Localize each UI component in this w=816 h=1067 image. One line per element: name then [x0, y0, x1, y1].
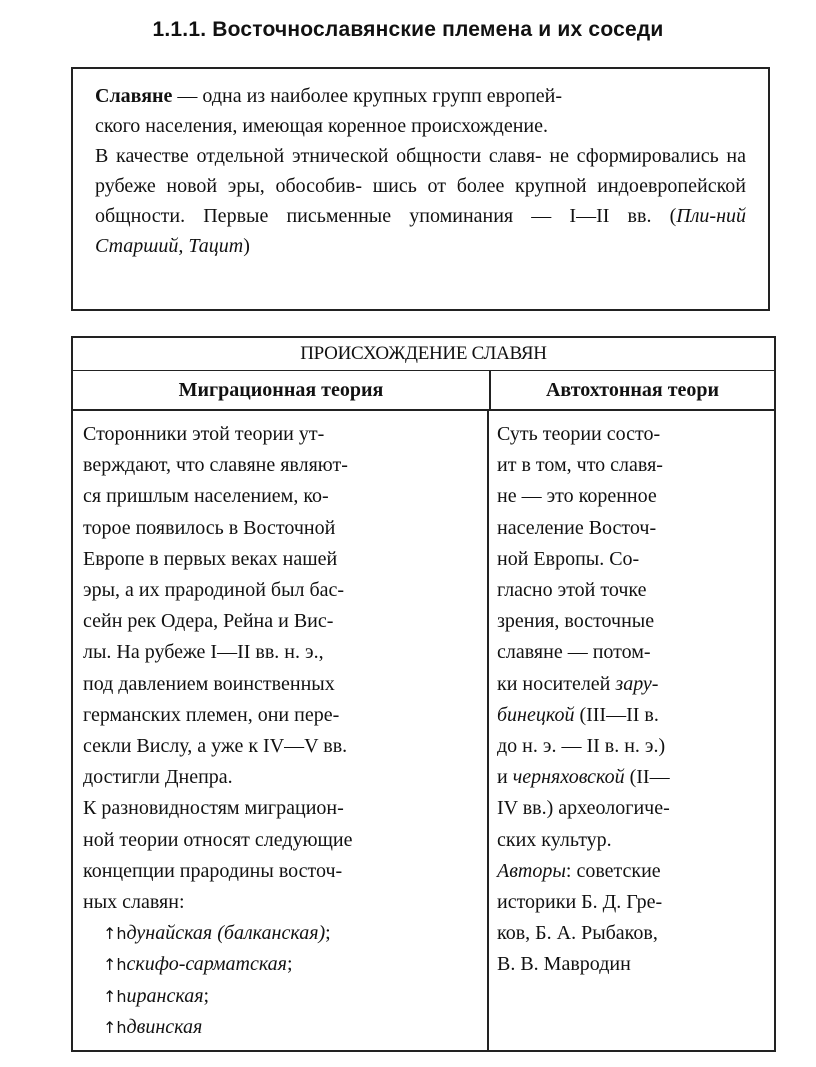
migration-theory-heading: Миграционная теория [73, 371, 491, 409]
migration-line: ных славян: [83, 891, 185, 914]
migration-line: сейн рек Одера, Рейна и Вис- [83, 610, 334, 633]
autochthonous-line: IV вв.) археологиче- [497, 797, 670, 820]
autochthonous-line: не — это коренное [497, 485, 657, 508]
migration-line: концепции прародины восточ- [83, 859, 343, 882]
migration-line: К разновидностям миграцион- [83, 797, 344, 820]
autochthonous-line: Суть теории состо- [497, 423, 661, 445]
migration-line: торое появилось в Восточной [83, 516, 336, 539]
culture-name: зару- [615, 672, 659, 695]
migration-line: германских племен, они пере- [83, 703, 340, 726]
autochthonous-line: историки Б. Д. Гре- [497, 891, 663, 914]
definition-para2-text: В качестве отдельной этнической общности славя- не сформировались на рубеже новой эры, обособив- шись от более крупной индоевропейской общности. Первые письменные упоминания — I—II вв. ( [95, 145, 746, 227]
autochthonous-line: ских культур. [497, 828, 612, 851]
definition-line2: ского населения, имеющая коренное происхождение. [95, 115, 548, 137]
autochthonous-line: ит в том, что славя- [497, 454, 663, 477]
autochthonous-line: гласно этой точке [497, 579, 647, 602]
autochthonous-text: и [497, 766, 513, 789]
concept-name: дунайская [126, 922, 213, 945]
origin-table [71, 336, 776, 1052]
definition-line1: — одна из наиболее крупных групп европей- [172, 85, 563, 107]
autochthonous-line: зрения, восточные [497, 610, 655, 633]
autochthonous-line: население Восточ- [497, 516, 657, 539]
autochthonous-line: В. В. Мавродин [497, 953, 631, 976]
autochthonous-theory-heading: Автохтонная теори [545, 379, 720, 401]
autochthonous-text: : советские [565, 859, 661, 882]
concept-alt-name: (балканская) [212, 922, 326, 945]
definition-paragraph-1 [95, 81, 746, 141]
autochthonous-line [497, 762, 768, 793]
autochthonous-line: славяне — потом- [497, 641, 651, 664]
concept-item-scythian [83, 949, 479, 980]
concept-name: скифо-сарматская [126, 953, 287, 976]
concept-marker-icon: ↑h [103, 1017, 127, 1037]
concept-name: иранская [126, 984, 204, 1007]
concept-marker-icon: ↑h [103, 986, 127, 1006]
concept-item-dvina [83, 1012, 479, 1043]
concept-end: ; [203, 984, 210, 1007]
theory-headings-row [73, 371, 774, 411]
migration-line: эры, а их прародиной был бас- [83, 579, 345, 602]
concept-marker-icon: ↑h [103, 924, 127, 944]
migration-line: под давлением воинственных [83, 672, 335, 695]
autochthonous-line [497, 856, 768, 887]
autochthonous-text: (II— [624, 766, 670, 789]
concept-end: ; [286, 953, 293, 976]
migration-line: Сторонники этой теории ут- [83, 423, 325, 445]
theory-body-row [73, 411, 774, 1051]
autochthonous-line [497, 700, 768, 731]
definition-box [71, 67, 770, 311]
autochthonous-text: ки носителей [497, 672, 616, 695]
migration-line: ся пришлым населением, ко- [83, 485, 329, 508]
migration-line: Европе в первых веках нашей [83, 547, 338, 570]
culture-name: черняховской [512, 766, 625, 789]
page-title: 1.1.1. Восточнославянские племена и их соседи [152, 18, 664, 41]
definition-term: Славяне [95, 85, 173, 107]
concept-item-danube [83, 918, 479, 949]
autochthonous-theory-cell [489, 411, 774, 1051]
concept-marker-icon: ↑h [103, 955, 127, 975]
concept-end: ; [325, 922, 331, 945]
origin-table-header: ПРОИСХОЖДЕНИЕ СЛАВЯН [73, 338, 774, 371]
autochthonous-line [497, 669, 768, 700]
definition-sources: Пли-ний Старший, Тацит [95, 205, 746, 257]
migration-theory-cell [73, 411, 489, 1051]
migration-line: верждают, что славяне являют- [83, 454, 348, 477]
authors-label: Авторы [497, 859, 566, 882]
culture-name: бинецкой [497, 703, 575, 726]
autochthonous-text: (III—II в. [574, 703, 659, 726]
concept-name: двинская [126, 1015, 203, 1038]
migration-line: ной теории относят следующие [83, 828, 353, 851]
definition-para2-end: ) [243, 235, 250, 257]
autochthonous-line: ков, Б. А. Рыбаков, [497, 922, 658, 945]
concept-item-iranian [83, 981, 479, 1012]
migration-line: секли Вислу, а уже к IV—V вв. [83, 735, 348, 758]
migration-line: лы. На рубеже I—II вв. н. э., [83, 641, 324, 664]
autochthonous-line: до н. э. — II в. н. э.) [497, 735, 666, 758]
definition-paragraph-2 [95, 141, 746, 261]
migration-line: достигли Днепра. [83, 766, 233, 789]
autochthonous-line: ной Европы. Со- [497, 547, 640, 570]
